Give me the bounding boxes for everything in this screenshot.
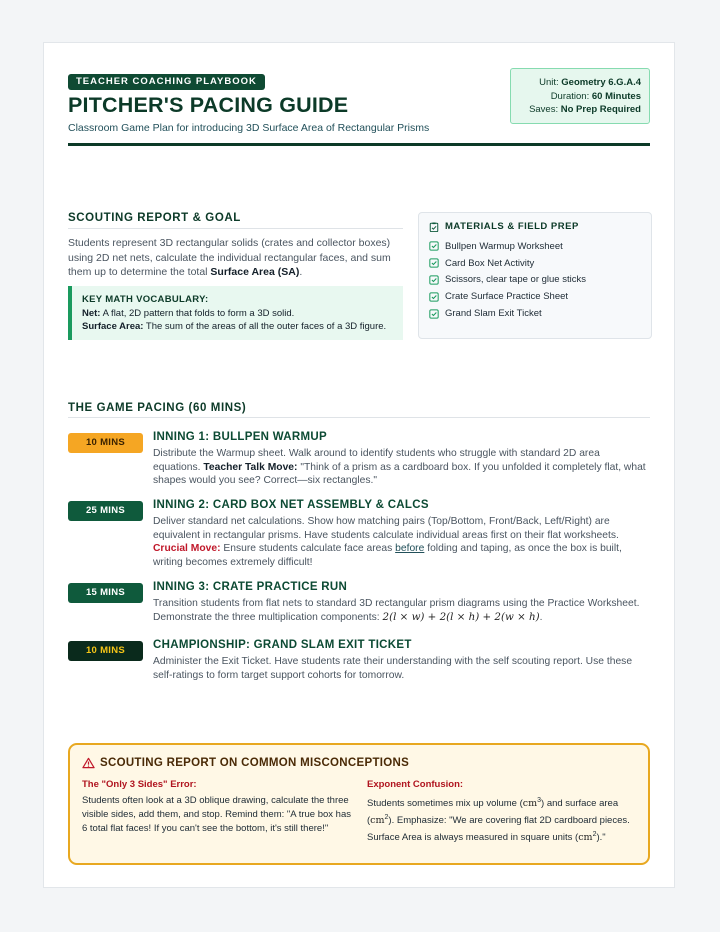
misconception-right [367, 779, 637, 845]
materials-item: Bullpen Warmup Worksheet [429, 238, 641, 255]
misconception-title: The "Only 3 Sides" Error: [82, 779, 197, 790]
checkbox-checked-icon [429, 309, 439, 319]
misconception-title: Exponent Confusion: [367, 779, 464, 790]
page-title: PITCHER'S PACING GUIDE [68, 93, 349, 117]
materials-item: Scissors, clear tape or glue sticks [429, 272, 641, 289]
surface-area-term: Surface Area (SA) [210, 266, 300, 278]
inning-1 [68, 431, 650, 491]
scouting-heading: SCOUTING REPORT & GOAL [68, 212, 241, 224]
materials-item: Card Box Net Activity [429, 255, 641, 272]
misconception-text: Students sometimes mix up volume $(cm^3)$ and surface area $(cm^2)$. Emphasize: "We are covering flat 2D cardboard pieces. Surface Area is always measured in square units $(cm^2)$." [367, 797, 630, 844]
pacing-heading: THE GAME PACING (60 MINS) [68, 402, 247, 414]
vocabulary-box [68, 286, 403, 340]
time-badge: 15 MINS [68, 583, 143, 603]
inning-3 [68, 581, 650, 629]
materials-item: Grand Slam Exit Ticket [429, 305, 641, 322]
materials-panel [418, 212, 652, 339]
vocabulary-heading: KEY MATH VOCABULARY: [82, 294, 209, 305]
checkbox-checked-icon [429, 258, 439, 268]
inning-2 [68, 499, 650, 575]
misconceptions-box [68, 743, 650, 865]
inning-description: Deliver standard net calculations. Show how matching pairs (Top/Bottom, Front/Back, Left/Right) are equivalent in rectangular prisms. Have students calculate individual areas first on their flat worksheets. Crucial Move: Ensure students calculate face areas before folding and taping, as once the box is built, writing becomes extremely difficult! [153, 516, 622, 569]
misconceptions-header [82, 757, 409, 769]
inning-description: Transition students from flat nets to standard 3D rectangular prism diagrams using the Practice Worksheet. Demonstrate the three multiplication components: 2(l × w) + 2(l × h) + 2(w × h). [153, 598, 640, 623]
materials-header [429, 221, 641, 232]
checkbox-checked-icon [429, 241, 439, 251]
scouting-divider [68, 228, 403, 229]
inning-title: CHAMPIONSHIP: GRAND SLAM EXIT TICKET [153, 639, 412, 651]
time-badge: 10 MINS [68, 641, 143, 661]
header-divider [68, 143, 650, 146]
playbook-tag: TEACHER COACHING PLAYBOOK [68, 74, 265, 90]
inning-title: INNING 3: CRATE PRACTICE RUN [153, 581, 348, 593]
materials-item: Crate Surface Practice Sheet [429, 288, 641, 305]
crucial-move-label: Crucial Move: [153, 543, 221, 555]
inning-description: Administer the Exit Ticket. Have students rate their understanding with the self scouting report. Use these self-ratings to form target support cohorts for tomorrow. [153, 656, 633, 681]
vocab-surface-area: Surface Area: The sum of the areas of all the outer faces of a 3D figure. [82, 321, 387, 332]
inning-title: INNING 1: BULLPEN WARMUP [153, 431, 327, 443]
pacing-divider [68, 417, 650, 418]
page-subtitle: Classroom Game Plan for introducing 3D Surface Area of Rectangular Prisms [68, 122, 430, 134]
warning-triangle-icon [82, 757, 95, 769]
unit-line: Unit: Geometry 6.G.A.4 [539, 77, 641, 88]
materials-heading: MATERIALS & FIELD PREP [445, 221, 579, 232]
checkbox-checked-icon [429, 275, 439, 285]
lesson-meta-box [510, 68, 650, 124]
saves-line: Saves: No Prep Required [529, 104, 641, 115]
time-badge: 25 MINS [68, 501, 143, 521]
inning-title: INNING 2: CARD BOX NET ASSEMBLY & CALCS [153, 499, 429, 511]
misconception-text: Students often look at a 3D oblique drawing, calculate the three visible sides, add them, and stop. Remind them: "A true box has 6 total flat faces! If you can't see the bottom, it's still there!" [82, 795, 351, 834]
time-badge: 10 MINS [68, 433, 143, 453]
inning-4 [68, 639, 650, 687]
inning-description: Distribute the Warmup sheet. Walk around to identify students who struggle with standard 2D area equations. Teacher Talk Move: "Think of a prism as a cardboard box. If you unfolded it completely flat, what shapes would you see? Correct—six rectangles." [153, 448, 646, 487]
surface-area-formula: 2(l × w) + 2(l × h) + 2(w × h) [382, 610, 540, 623]
clipboard-check-icon [429, 222, 439, 232]
document-page [43, 42, 675, 888]
checkbox-checked-icon [429, 292, 439, 302]
duration-line: Duration: 60 Minutes [550, 90, 641, 102]
scouting-goal-text: Students represent 3D rectangular solids (crates and collector boxes) using 2D net nets, calculate the individual rectangular faces, and sum them up to determine the total Surface Area (SA). [68, 237, 391, 278]
misconceptions-heading: SCOUTING REPORT ON COMMON MISCONCEPTIONS [100, 757, 410, 769]
vocab-net: Net: A flat, 2D pattern that folds to form a 3D solid. [82, 307, 295, 319]
misconception-left [82, 779, 352, 835]
